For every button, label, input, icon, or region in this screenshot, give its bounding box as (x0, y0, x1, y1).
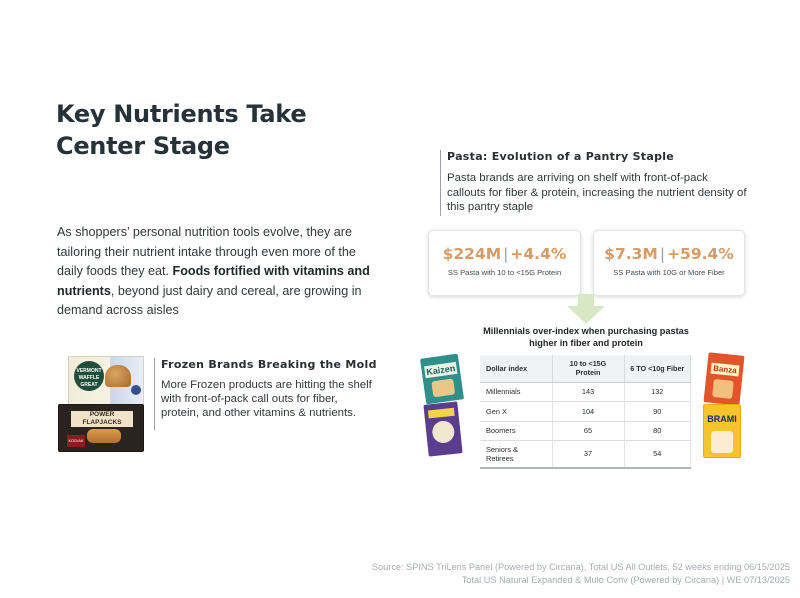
page-title-line1: Key Nutrients Take (56, 100, 307, 128)
flapjack-package (58, 404, 144, 452)
stat-separator: | (659, 245, 666, 263)
pasta-graphic (431, 378, 455, 397)
stat-card-fiber-caption: SS Pasta with 10G or More Fiber (613, 268, 725, 277)
brami-logo: BRAMI (707, 414, 737, 424)
frozen-body: More Frozen products are hitting the shelf with front-of-pack call outs for fiber, protein, and other vitamins & nutrients. (161, 379, 372, 420)
page-title-line2: Center Stage (56, 132, 230, 160)
down-arrow-icon (567, 294, 605, 324)
muffin-graphic (105, 365, 131, 387)
source-note (372, 561, 790, 587)
banza-logo: Banza (710, 363, 739, 377)
pasta-heading: Pasta: Evolution of a Pantry Staple (447, 150, 675, 163)
stat-card-protein (428, 230, 581, 296)
stat-card-protein-value: $224M (442, 245, 502, 263)
kaizen-pasta-box (420, 354, 464, 405)
frozen-divider (154, 358, 155, 430)
fiber-index: 90 (624, 402, 691, 422)
protein-index: 65 (552, 421, 624, 441)
flapjack-label: POWER FLAPJACKS (71, 411, 133, 427)
purple-pasta-box (423, 401, 462, 456)
protein-index: 104 (552, 402, 624, 422)
row-label: Gen X (480, 402, 552, 422)
table-row (480, 421, 691, 441)
stat-card-fiber (593, 230, 745, 296)
header-dollar-index: Dollar index (480, 355, 552, 382)
stat-card-protein-change: +4.4% (510, 245, 567, 263)
intro-text-after: , beyond just dairy and cereal, are growing in demand across aisles (57, 283, 362, 317)
fiber-index: 80 (624, 421, 691, 441)
stat-card-protein-caption: SS Pasta with 10 to <15G Protein (447, 268, 562, 277)
pasta-divider (440, 150, 441, 216)
page-title (56, 98, 376, 162)
stat-separator: | (503, 245, 509, 263)
row-label: Boomers (480, 421, 552, 441)
row-label: Seniors & Retirees (480, 441, 552, 468)
pasta-graphic (712, 379, 734, 399)
intro-bold-text: Foods fortified with vitamins and nutrients (57, 264, 370, 298)
blueberry-graphic (131, 385, 141, 395)
kaizen-logo: Kaizen (425, 363, 456, 378)
table-row (480, 402, 691, 422)
pancake-stack-graphic (87, 429, 121, 443)
header-protein: 10 to <15G Protein (552, 355, 624, 382)
stat-card-fiber-value: $7.3M (604, 245, 658, 263)
fiber-index: 132 (624, 382, 691, 402)
stat-card-fiber-change: +59.4% (667, 245, 734, 263)
protein-index: 143 (552, 382, 624, 402)
fiber-index: 54 (624, 441, 691, 468)
banza-pasta-box (703, 352, 744, 405)
waffle-brand-badge: VERMONT WAFFLE GREAT (74, 361, 104, 391)
frozen-products-image (58, 352, 148, 454)
table-row (480, 382, 691, 402)
table-header-row (480, 355, 691, 382)
row-label: Millennials (480, 382, 552, 402)
source-line-2: Total US Natural Expanded & Mulo Conv (Powered by Circana) | WE 07/13/2025 (461, 575, 790, 585)
stat-card-fiber-figures (594, 245, 744, 263)
frozen-heading: Frozen Brands Breaking the Mold (161, 358, 377, 371)
stat-card-protein-figures (429, 245, 580, 263)
waffle-package (68, 356, 144, 406)
brami-pasta-box (703, 404, 741, 458)
table-title: Millennials over-index when purchasing pastas higher in fiber and protein (483, 326, 689, 348)
intro-paragraph (57, 223, 377, 321)
table-row (480, 441, 691, 468)
dollar-index-table (480, 355, 691, 469)
intro-text-before: As shoppers’ personal nutrition tools evolve, they are tailoring their nutrient intake through even more of the daily foods they eat. (57, 225, 356, 278)
kodiak-logo: KODIAK (67, 435, 85, 447)
header-fiber: 6 TO <10g Fiber (624, 355, 691, 382)
pasta-body: Pasta brands are arriving on shelf with front-of-pack callouts for fiber & protein, increasing the nutrient density of this pantry staple (447, 172, 747, 214)
source-line-1: Source: SPINS TriLens Panel (Powered by Circana), Total US All Outlets, 52 weeks ending 06/15/2025 (371, 562, 790, 572)
box-band (428, 408, 455, 419)
protein-index: 37 (552, 441, 624, 468)
box-window (431, 420, 455, 444)
box-window (711, 431, 733, 453)
